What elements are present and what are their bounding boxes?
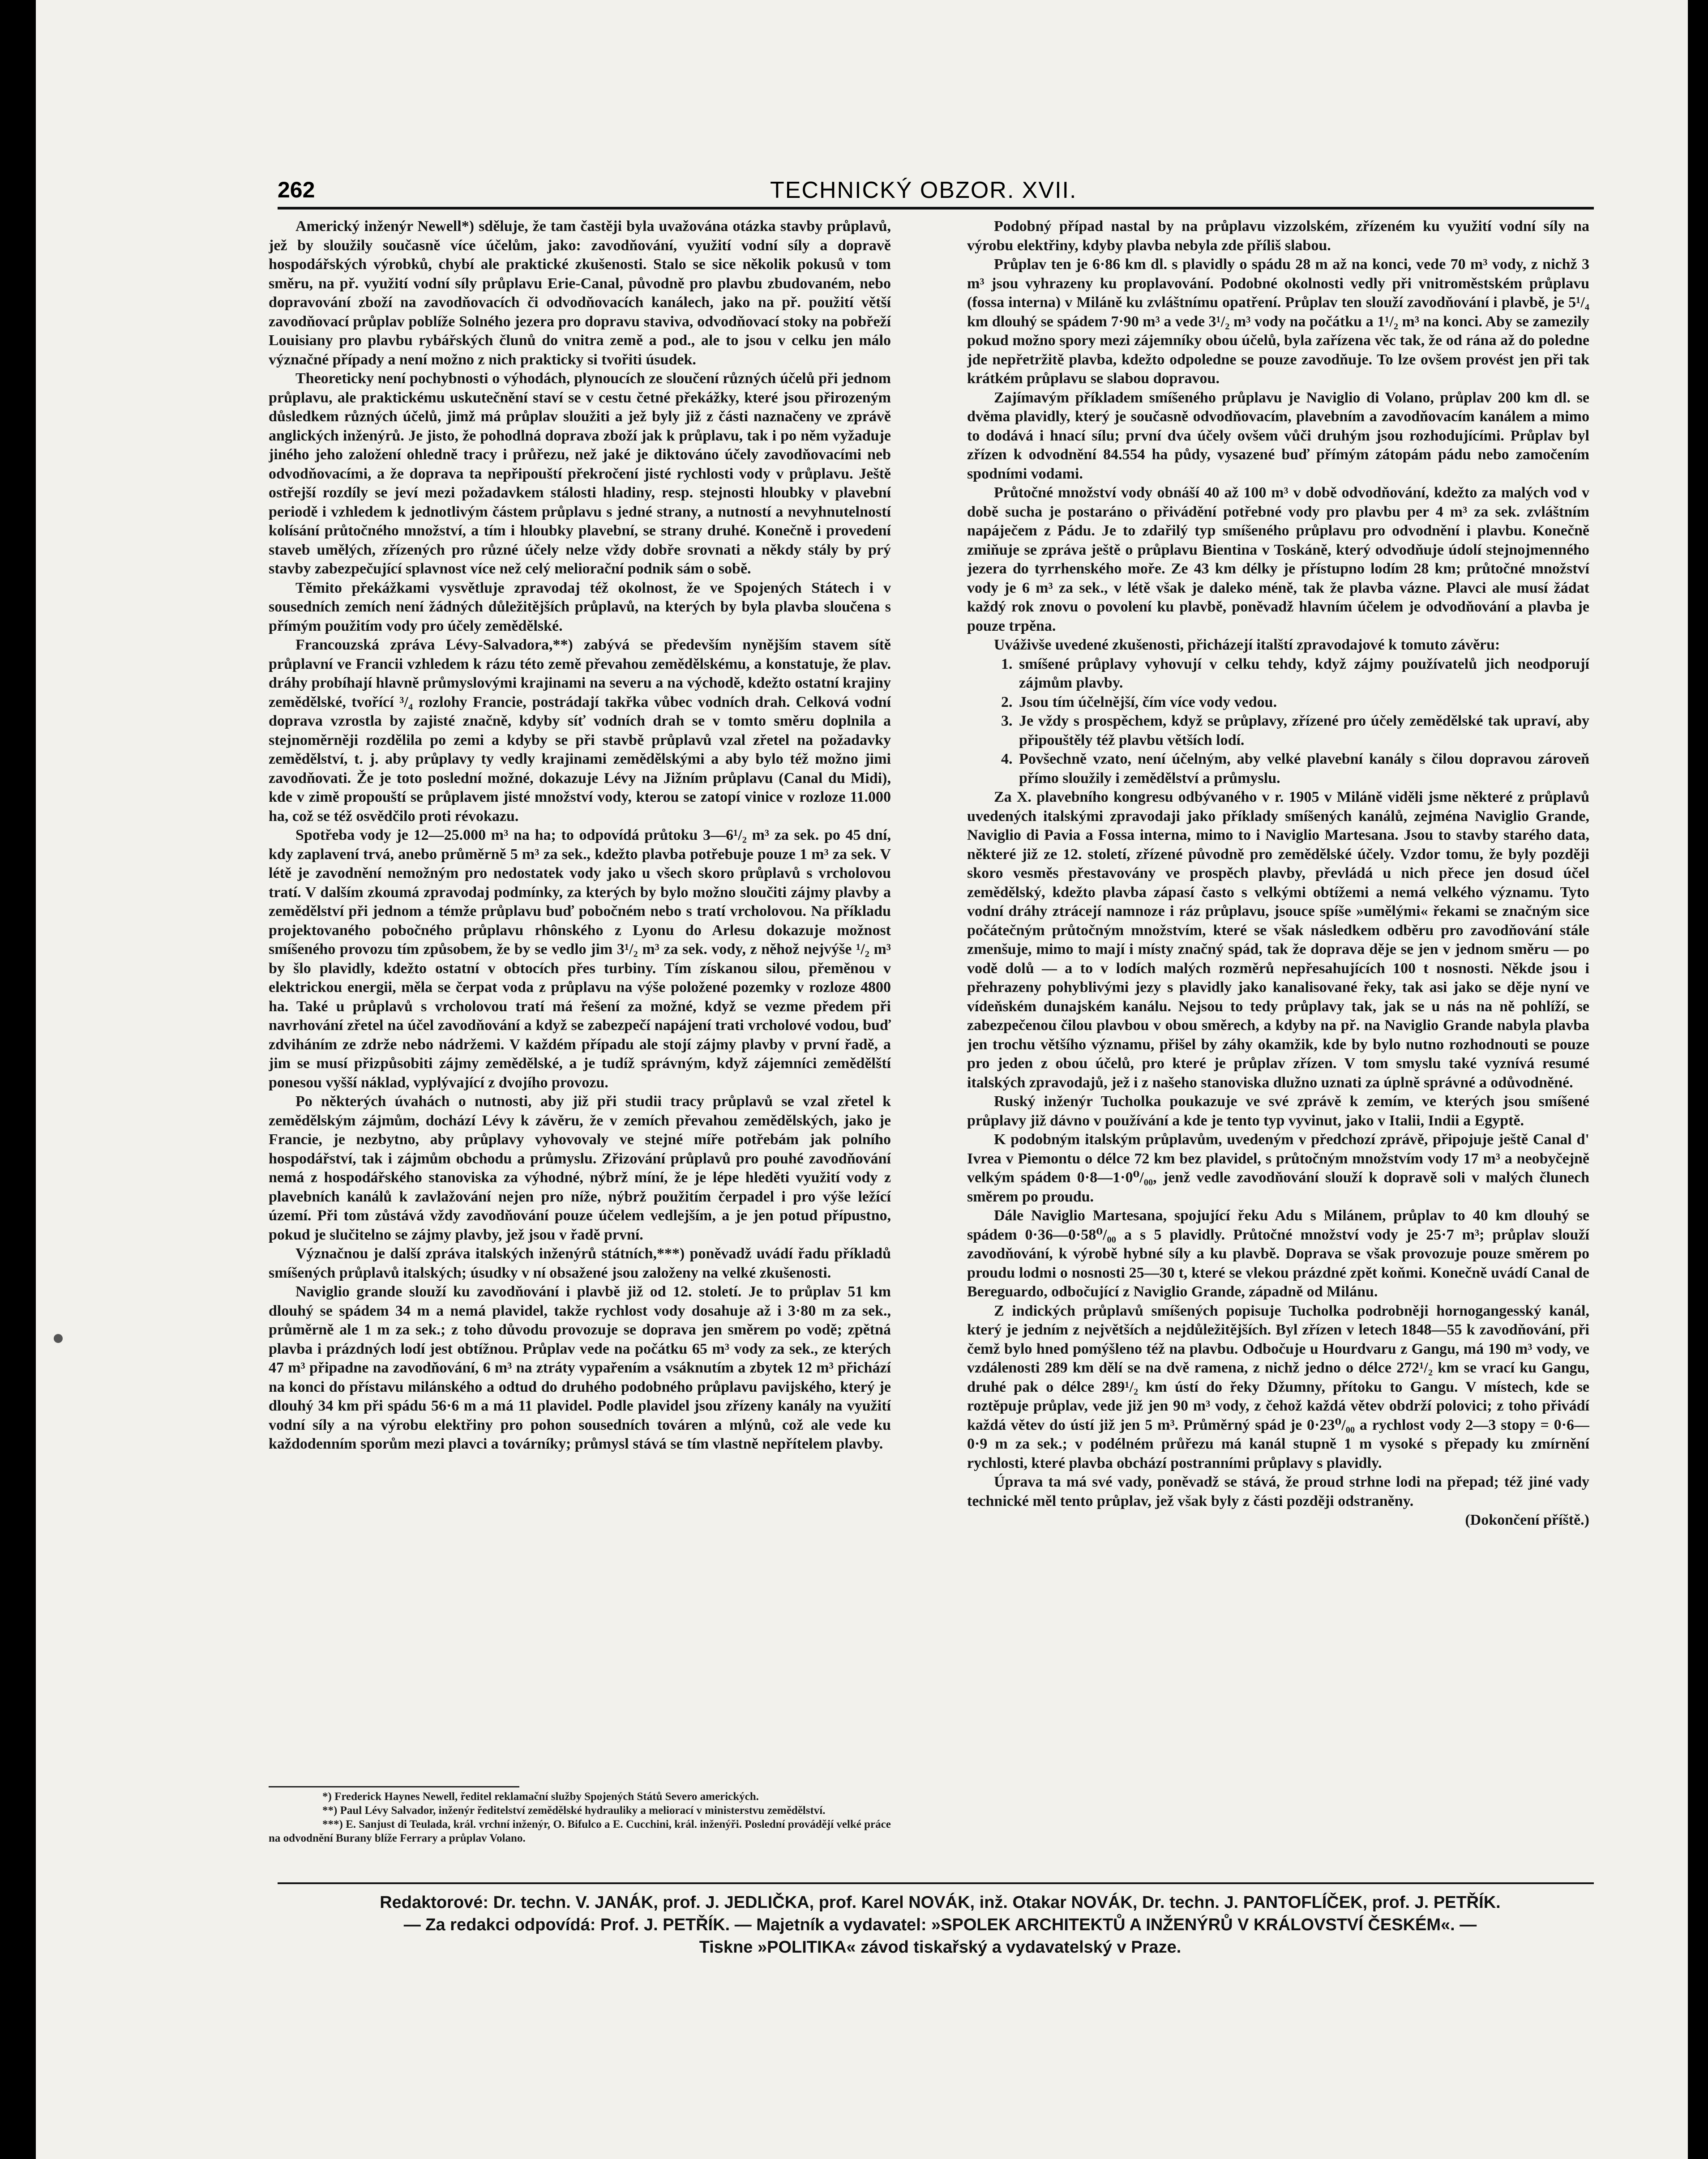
paragraph: Ruský inženýr Tucholka poukazuje ve své zprávě k zemím, ve kterých jsou smíšené průplavy již dávno v používání a kde je tento typ vyvinut, jako v Italii, Indii a Egyptě.: [967, 1093, 1589, 1129]
imprint-printer: Tiskne »POLITIKA« závod tiskařský a vydavatelský v Praze.: [699, 1938, 1181, 1957]
footnotes: [269, 1790, 891, 1845]
paragraph: K podobným italským průplavům, uvedeným v předchozí zprávě, připojuje ještě Canal d' Ivrea v Piemontu o délce 72 km bez plavidel, s průtočným množstvím vody 17 m³ a neobyčejně velkým spádem 0·8—1·0⁰/₀₀, jenž vedle zavodňování slouží k dopravě soli v malých člunech směrem po proudu.: [967, 1131, 1589, 1205]
continuation-note: (Dokončení příště.): [1465, 1512, 1589, 1528]
page-number: 262: [278, 177, 315, 202]
paragraph: Americký inženýr Newell*) sděluje, že tam častěji byla uvažována otázka stavby průplavů, jež by sloužily současně více účelům, jako: zavodňování, využití vodní síly a dopravě hospodářských výrobků, chybí ale praktické zkušenosti. Stalo se sice několik pokusů v tom směru, na př. využití vodní síly průplavu Erie-Canal, původně pro plavbu zbudovaném, nebo dopravování zboží na zavodňovacích či odvodňovacích kanálech, jako na př. použití větší zavodňovací průplav poblíže Solného jezera pro dopravu staviva, odvodňovací stoky na pobřeží Louisiany pro plavbu rybářských člunů do vnitra země a pod., ale to jsou v celku jen málo význačné případy a není možno z nich prakticky si tvořiti úsudek.: [269, 218, 891, 368]
footer-rule: [278, 1882, 1594, 1884]
paragraph: Těmito překážkami vysvětluje zpravodaj též okolnost, že ve Spojených Státech i v sousedních zemích není žádných důležitějších průplavů, na kterých by byla plavba sloučena s přímým použitím vody pro účely zemědělské.: [269, 579, 891, 634]
paragraph: Úprava ta má své vady, poněvadž se stává, že proud strhne lodi na přepad; též jiné vady technické měl tento průplav, jež však byly z části později odstraněny.: [967, 1474, 1589, 1509]
paragraph: Spotřeba vody je 12—25.000 m³ na ha; to odpovídá průtoku 3—6¹/₂ m³ za sek. po 45 dní, kdy zaplavení trvá, anebo průměrně 5 m³ za sek., kdežto plavba potřebuje pouze 1 m³ za sek. V létě je zavodnění nemožným pro nedostatek vody jako u všech skoro průplavů s vrcholovou tratí. V dalším zkoumá zpravodaj podmínky, za kterých by bylo možno sloučiti zájmy plavby a zemědělství při jednom a témže průplavu buď pobočném nebo s tratí vrcholovou. Na příkladu projektovaného pobočného průplavu rhônského z Lyonu do Arlesu dokazuje možnost smíšeného provozu tím způsobem, že by se vedlo jim 3¹/₂ m³ za sek. vody, z něhož nejvýše ¹/₂ m³ by šlo plavidly, kdežto ostatní v obtocích přes turbiny. Tím získanou silou, přeměnou v elektrickou energii, měla se čerpat voda z průplavu na výše položené pozemky v rozloze 4800 ha. Také u průplavů s vrcholovou tratí má řešení za možné, když se vezme předem při navrhování zřetel na účel zavodňování a když se zabezpečí napájení trati vrcholové vodou, buď zdviháním ze zdrže nebo nádržemi. V každém případu ale stojí zájmy plavby v první řadě, a jim se musí přizpůsobiti zájmy zemědělské, a je tudíž správným, když zájemníci zemědělští ponesou vyšší náklad, vyplývající z dvojího provozu.: [269, 827, 891, 1091]
list-item: 1. smíšené průplavy vyhovují v celku tehdy, když zájmy používatelů jich neodporují zájmům plavby.: [1016, 655, 1589, 693]
footnote: ***) E. Sanjust di Teulada, král. vrchní inženýr, O. Bifulco a E. Cucchini, král. inženýři. Poslední provádějí velké práce na odvodnění Burany blíže Ferrary a průplav Volano.: [269, 1818, 891, 1844]
paragraph: Průplav ten je 6·86 km dl. s plavidly o spádu 28 m až na konci, vede 70 m³ vody, z nichž 3 m³ jsou vyhrazeny ku proplavování. Podobné okolnosti vedly při vnitroměstském průplavu (fossa interna) v Miláně ku zvláštnímu opatření. Průplav ten slouží zavodňování i plavbě, je 5¹/₄ km dlouhý se spádem 7·90 m³ a vede 3¹/₂ m³ vody na počátku a 1¹/₂ m³ na konci. Aby se zamezily pokud možno spory mezi zájemníky obou účelů, byla zařízena věc tak, že od rána až do poledne jde nepřetržitě plavba, kdežto odpoledne se pouze zavodňuje. To lze ovšem provést jen při tak krátkém průplavu se slabou dopravou.: [967, 256, 1589, 387]
list-item: 3. Je vždy s prospěchem, když se průplavy, zřízené pro účely zemědělské tak upraví, aby připouštěly též plavbu větších lodí.: [1016, 712, 1589, 750]
paragraph: Za X. plavebního kongresu odbývaného v r. 1905 v Miláně viděli jsme některé z průplavů uvedených italskými zpravodaji jako příklady smíšených kanálů, zejména Naviglio Grande, Naviglio di Pavia a Fossa interna, mimo to i Naviglio Martesana. Jsou to stavby starého data, některé již ze 12. století, zřízené původně pro zemědělské účely. Vzdor tomu, že byly později skoro vesměs přestavovány ve prospěch plavby, převládá u nich přece jen dosud účel zemědělský, kdežto plavba zápasí často s velkými obtížemi a nemá velkého významu. Tyto vodní dráhy ztrácejí namnoze i ráz průplavu, jsouce spíše »umělými« řekami se značným sice počátečným průtočným množstvím, které se však následkem odběru pro zavodňování stále zmenšuje, mimo to mají i místy značný spád, tak že doprava děje se jen v jednom směru — po vodě dolů — a to v lodích malých rozměrů nepřesahujících 100 t nosnosti. Někde jsou i přehrazeny pohyblivými jezy s plavidly jako kanalisované řeky, tak asi jako se děje nyní ve vídeňském dunajském kanálu. Nejsou to tedy průplavy tak, jak se u nás na ně pohlíží, se zabezpečenou čilou plavbou v obou směrech, a kdyby na př. na Naviglio Grande nabyla plavba jen trochu většího významu, přišel by záhy okamžik, kde by bylo nutno rozhodnouti se pouze pro jeden z obou účelů, pro které je průplav zřízen. V tom smyslu také vyznívá resumé italských zpravodajů, jež i z našeho stanoviska dlužno uznati za úplně správné a odůvodněné.: [967, 789, 1589, 1091]
left-column: [269, 217, 891, 1855]
paragraph: Po některých úvahách o nutnosti, aby již při studii tracy průplavů se vzal zřetel k zemědělským zájmům, dochází Lévy k závěru, že v zemích převahou zemědělských, jako je Francie, je nezbytno, aby průplavy vyhovovaly ve stejné míře potřebám jak polního hospodářství, tak i zájmům obchodu a průmyslu. Zřizování průplavů pro pouhé zavodňování nemá z hospodářského stanoviska za výhodné, nýbrž míní, že je lépe hleděti využití vody z plavebních kanálů k zavlažování nejen pro níže, nýbrž použitím čerpadel i pro výše ležící území. Při tom zůstává vždy zavodňování pouze účelem vedlejším, a je jen potud přípustno, pokud je slučitelno se zájmy plavby, jež jsou v řadě první.: [269, 1093, 891, 1243]
paragraph: Podobný případ nastal by na průplavu vizzolském, zřízeném ku využití vodní síly na výrobu elektřiny, kdyby plavba nebyla zde příliš slabou.: [967, 218, 1589, 254]
list-item: 4. Povšechně vzato, není účelným, aby velké plavební kanály s čilou dopravou zároveň přímo sloužily i zemědělství a průmyslu.: [1016, 750, 1589, 788]
paragraph: Dále Naviglio Martesana, spojující řeku Adu s Milánem, průplav to 40 km dlouhý se spádem 0·36—0·58⁰/₀₀ a s 5 plavidly. Průtočné množství vody je 25·7 m³; průplav slouží zavodňování, k výrobě hybné síly a ku plavbě. Doprava se však provozuje pouze směrem po proudu lodmi o nosnosti 25—30 t, které se vlekou prázdné zpět koňmi. Konečně uvádí Canal de Bereguardo, odbočující z Naviglio Grande, západně od Milánu.: [967, 1207, 1589, 1300]
imprint: [287, 1891, 1594, 1958]
right-column: [967, 217, 1589, 1855]
margin-mark: [54, 1334, 63, 1343]
header-rule: [278, 207, 1594, 209]
paragraph: Průtočné množství vody obnáší 40 až 100 m³ v době odvodňování, kdežto za malých vod v době sucha je postaráno o přivádění potřebné vody pro plavbu per 4 m³ za sek. zvláštním napáječem z Pádu. Je to zdařilý typ smíšeného průplavu pro odvodnění i plavbu. Konečně zmiňuje se zpráva ještě o průplavu Bientina v Toskáně, který odvodňuje údolí stejnojmenného jezera do tyrrhenského moře. Ze 43 km délky je přístupno lodím 28 km; průtočné množství vody je 6 m³ za sek., v létě však je daleko méně, tak že plavba vázne. Plavci ale musí žádat každý rok znovu o povolení ku plavbě, poněvadž hlavním účelem je odvodňování a plavba je pouze trpěna.: [967, 484, 1589, 634]
journal-title: TECHNICKÝ OBZOR. XVII.: [770, 177, 1077, 203]
paragraph: Uváživše uvedené zkušenosti, přicházejí italští zpravodajové k tomuto závěru:: [994, 637, 1500, 653]
paragraph: Naviglio grande slouží ku zavodňování i plavbě již od 12. století. Je to průplav 51 km dlouhý se spádem 34 m a nemá plavidel, takže rychlost vody dosahuje až i 3·80 m za sek., průměrně ale 1 m za sek.; z toho důvodu provozuje se doprava jen směrem po vodě; zpětná plavba i prázdných lodí jest obtížnou. Průplav vede na počátku 65 m³ vody za sek., ze kterých 47 m³ připadne na zavodňování, 6 m³ na ztráty vypařením a vsáknutím a zbytek 12 m³ přichází na konci do přístavu milánského a odtud do druhého podobného průplavu pavijského, který je dlouhý 34 km při spádu 56·6 m a má 11 plavidel. Podle plavidel jsou zřízeny kanály na využití vodní síly a na výrobu elektřiny pro pohon sousedních továren a mlýnů, což ale vede ku každodenním sporům mezi plavci a továrníky; průmysl stává se tím vlastně nepřítelem plavby.: [269, 1283, 891, 1452]
footnote: *) Frederick Haynes Newell, ředitel reklamační služby Spojených Států Severo amerických.: [322, 1791, 759, 1803]
paragraph: Theoreticky není pochybnosti o výhodách, plynoucích ze sloučení různých účelů při jednom průplavu, ale praktickému uskutečnění staví se v cestu četné překážky, které jsou přirozeným důsledkem různých účelů, jimž má průplav sloužiti a jež byly již z části naznačeny ve zprávě anglických inženýrů. Je jisto, že pohodlná doprava zboží jak k průplavu, tak i po něm vyžaduje jiného jeho založení ohledně tracy i průřezu, než jaké je diktováno účely zavodňovacími neb odvodňovacími, a že doprava ta nepřipouští překročení jisté rychlosti vody v průplavu. Ještě ostřejší rozdíly se jeví mezi požadavkem stálosti hladiny, resp. stejnosti hloubky v plavební periodě i vzhledem k jednotlivým částem průplavu s jedné strany, a nutností a nevyhnutelností kolísání průtočného množství, a tím i hloubky plavební, se strany druhé. Konečně i provedení staveb umělých, zřízených pro různé účely nelze vždy dobře srovnati a někdy stály by prý stavby zabezpečující splavnost více než celý meliorační podnik sám o sobě.: [269, 370, 891, 577]
paragraph: Francouzská zpráva Lévy-Salvadora,**) zabývá se především nynějším stavem sítě průplavní ve Francii vzhledem k rázu této země převahou zemědělskému, a konstatuje, že plav. dráhy probíhají hlavně průmyslovými krajinami na severu a na východě, kdežto ostatní krajiny zemědělské, tvořící ³/₄ rozlohy Francie, postrádají takřka vůbec vodních drah. Celková vodní doprava vzrostla by zajisté značně, kdyby síť vodních drah se v tomto směru doplnila a stejnoměrněji rozdělila po zemi a kdyby se při stavbě průplavů vzal zřetel na požadavky zemědělství, t. j. aby průplavy ty vedly krajinami zemědělskými a aby bylo též možno jimi zavodňovati. Že je toto poslední možné, dokazuje Lévy na Jižním průplavu (Canal du Midi), kde v zimě propouští se průplavem jisté množství vody, kterou se zatopí vinice v rozloze 11.000 ha, což se též osvědčilo proti révokazu.: [269, 637, 891, 825]
page-header: [278, 177, 1594, 208]
paragraph: Význačnou je další zpráva italských inženýrů státních,***) poněvadž uvádí řadu příkladů smíšených průplavů italských; úsudky v ní obsažené jsou založeny na velké zkušenosti.: [269, 1245, 891, 1281]
paragraph: Z indických průplavů smíšených popisuje Tucholka podrobněji hornogangesský kanál, který je jedním z největších a nejdůležitějších. Byl zřízen v letech 1848—55 k zavodňování, při čemž bylo hned pomýšleno též na plavbu. Odbočuje u Hourdvaru z Gangu, má 190 m³ vody, ve vzdálenosti 289 km dělí se na dvě ramena, z nichž jedno o délce 272¹/₂ km se vrací ku Gangu, druhé pak o délce 289¹/₂ km ústí do řeky Džumny, přítoku to Gangu. V místech, kde se roztěpuje průplav, vede již jen 90 m³ vody, z čehož každá větev obdrží polovici; z toho přivádí každá větev do ústí již jen 5 m³. Průměrný spád je 0·23⁰/₀₀ a rychlost vody 2—3 stopy = 0·6—0·9 m za sek.; v podélném průřezu má kanál stupně 1 m vysoké s přepady ku zmírnění rychlosti, které plavba obchází postranními průplavy s plavidly.: [967, 1302, 1589, 1471]
footnote-rule: [269, 1786, 519, 1787]
imprint-editors: Redaktorové: Dr. techn. V. JANÁK, prof. J. JEDLIČKA, prof. Karel NOVÁK, inž. Otakar NOVÁK, Dr. techn. J. PANTOFLÍČEK, prof. J. PETŘÍK.: [380, 1893, 1501, 1912]
imprint-publisher: — Za redakci odpovídá: Prof. J. PETŘÍK. — Majetník a vydavatel: »SPOLEK ARCHITEKTŮ A INŽENÝRŮ V KRÁLOVSTVÍ ČESKÉM«. —: [403, 1915, 1477, 1934]
footnote: **) Paul Lévy Salvador, inženýr ředitelství zemědělské hydrauliky a meliorací v ministerstvu zemědělství.: [322, 1804, 826, 1817]
paragraph: Zajímavým příkladem smíšeného průplavu je Naviglio di Volano, průplav 200 km dl. se dvěma plavidly, který je současně odvodňovacím, plavebním a zavodňovacím kanálem a mimo to dodává i hnací sílu; první dva účely ovšem vůči druhým jsou rozhodujícími. Průplav byl zřízen k odvodnění 84.554 ha půdy, vysazené buď přímým zátopám pádu nebo zamočením spodními vodami.: [967, 389, 1589, 482]
page-sheet: [36, 0, 1688, 2159]
list-item: 2. Jsou tím účelnější, čím více vody vedou.: [1016, 693, 1589, 712]
conclusions-list: [967, 655, 1589, 788]
